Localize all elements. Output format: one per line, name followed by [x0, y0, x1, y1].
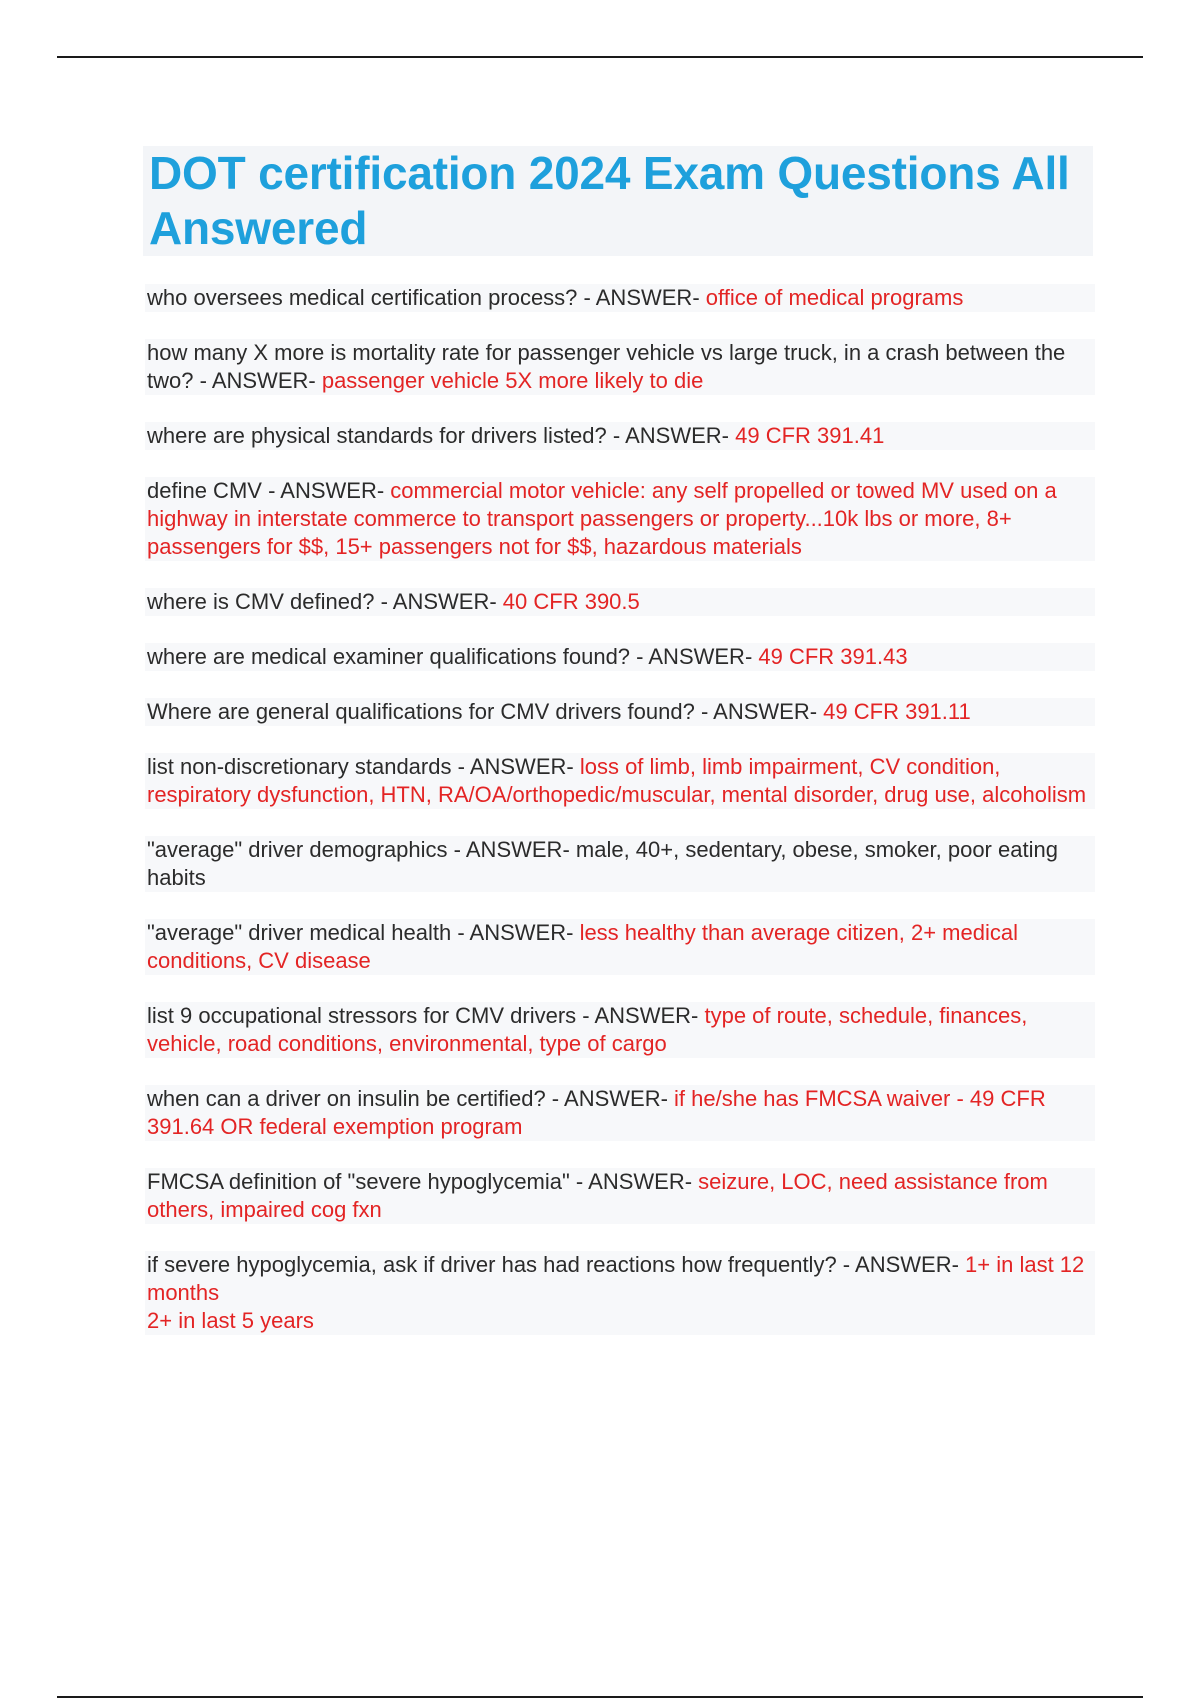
answer-separator: - ANSWER-	[576, 1003, 705, 1028]
answer-text: type of route, schedule, finances, vehicle, road conditions, environmental, type of cargo	[147, 1003, 1028, 1056]
qa-item	[145, 698, 1095, 726]
question-text: "average" driver medical health	[147, 920, 452, 945]
answer-text: 40 CFR 390.5	[502, 589, 640, 614]
answer-separator: - ANSWER-	[193, 368, 322, 393]
answer-separator: - ANSWER-	[451, 920, 580, 945]
question-text: "average" driver demographics	[147, 837, 448, 862]
question-text: define CMV	[147, 478, 262, 503]
qa-item	[145, 422, 1095, 450]
answer-separator: - ANSWER-	[451, 754, 580, 779]
qa-item	[145, 1002, 1095, 1058]
answer-text: commercial motor vehicle: any self propelled or towed MV used on a highway in interstate commerce to transport passengers or property...10k lbs or more, 8+ passengers for $$, 15+ passengers not for $$, hazardous materials	[147, 478, 1057, 559]
bottom-rule	[57, 1696, 1143, 1698]
answer-separator: - ANSWER-	[261, 478, 391, 503]
answer-separator: - ANSWER-	[606, 423, 736, 448]
question-text: Where are general qualifications for CMV drivers found?	[147, 699, 695, 724]
answer-text: 49 CFR 391.41	[735, 423, 885, 448]
answer-text: if he/she has FMCSA waiver - 49 CFR 391.64 OR federal exemption program	[147, 1086, 1046, 1139]
answer-text: 1+ in last 12 months	[147, 1252, 1085, 1305]
answer-text: passenger vehicle 5X more likely to die	[321, 368, 704, 393]
answer-separator: - ANSWER-	[577, 285, 706, 310]
qa-item	[145, 919, 1095, 975]
qa-item	[145, 1251, 1095, 1335]
qa-item	[145, 836, 1095, 892]
document-title: DOT certification 2024 Exam Questions All Answered	[149, 147, 1070, 254]
question-text: list non-discretionary standards	[147, 754, 452, 779]
answer-text: loss of limb, limb impairment, CV condition, respiratory dysfunction, HTN, RA/OA/orthopedic/muscular, mental disorder, drug use, alcoholism	[147, 754, 1087, 807]
question-text: who oversees medical certification process?	[147, 285, 578, 310]
answer-separator: - ANSWER-	[447, 837, 576, 862]
answer-separator: - ANSWER-	[836, 1252, 966, 1277]
question-text: where is CMV defined?	[147, 589, 375, 614]
answer-separator: - ANSWER-	[569, 1169, 699, 1194]
qa-item	[145, 1168, 1095, 1224]
answer-separator: - ANSWER-	[630, 644, 759, 669]
qa-item	[145, 339, 1095, 395]
question-text: how many X more is mortality rate for passenger vehicle vs large truck, in a crash between the two?	[147, 340, 1066, 393]
answer-separator: - ANSWER-	[545, 1086, 675, 1111]
question-text: FMCSA definition of "severe hypoglycemia"	[147, 1169, 570, 1194]
top-rule	[57, 56, 1143, 58]
answer-separator: - ANSWER-	[694, 699, 824, 724]
answer-separator: - ANSWER-	[374, 589, 503, 614]
qa-item	[145, 753, 1095, 809]
question-text: where are physical standards for drivers listed?	[147, 423, 607, 448]
qa-item	[145, 643, 1095, 671]
answer-text: office of medical programs	[705, 285, 964, 310]
question-text: where are medical examiner qualifications found?	[147, 644, 631, 669]
answer-text: seizure, LOC, need assistance from others, impaired cog fxn	[147, 1169, 1048, 1222]
qa-item	[145, 284, 1095, 312]
question-text: list 9 occupational stressors for CMV drivers	[147, 1003, 577, 1028]
answer-text: 49 CFR 391.43	[758, 644, 908, 669]
qa-list	[145, 284, 1095, 1362]
title-block	[143, 146, 1093, 256]
question-text: if severe hypoglycemia, ask if driver has had reactions how frequently?	[147, 1252, 837, 1277]
qa-item	[145, 477, 1095, 561]
answer-text: male, 40+, sedentary, obese, smoker, poor eating habits	[147, 837, 1058, 890]
answer-text: 49 CFR 391.11	[823, 699, 971, 724]
qa-item	[145, 588, 1095, 616]
answer-text: less healthy than average citizen, 2+ medical conditions, CV disease	[147, 920, 1018, 973]
qa-item	[145, 1085, 1095, 1141]
answer-text-line-2: 2+ in last 5 years	[147, 1308, 314, 1333]
question-text: when can a driver on insulin be certified?	[147, 1086, 546, 1111]
